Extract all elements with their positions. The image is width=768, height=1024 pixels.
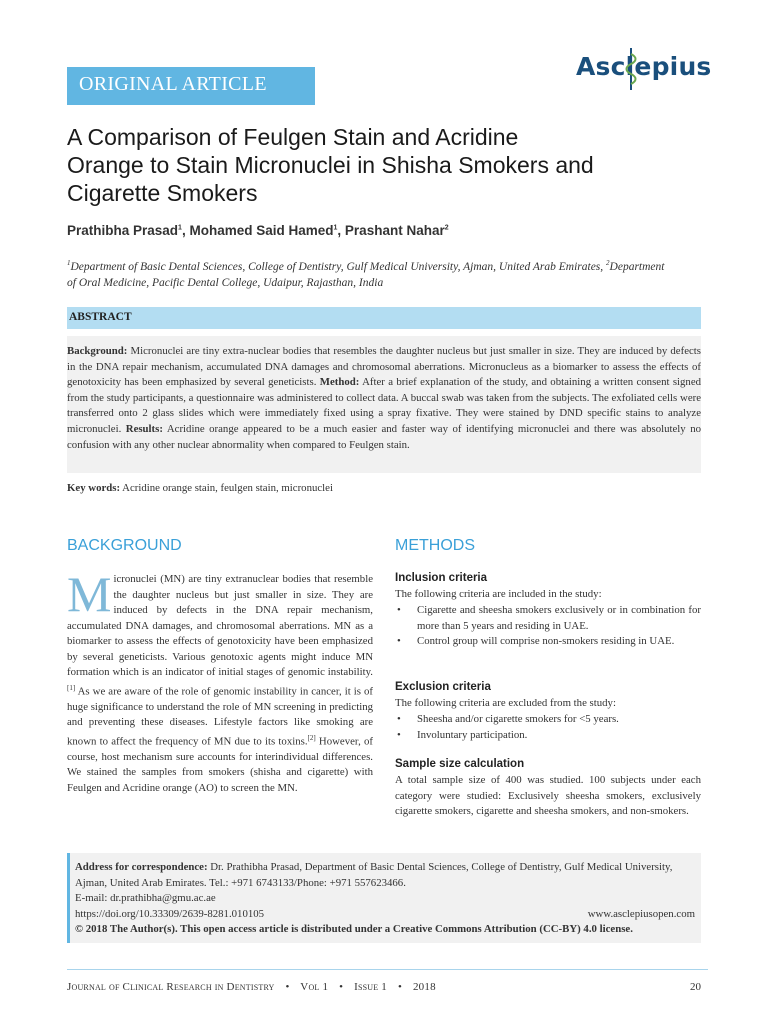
results-text: Acridine orange appeared to be a much easier and faster way of identifying micronuclei and there was absolutely no confusion with any other nuclear abnormality when compared to Feulgen stain.	[67, 422, 701, 451]
background-text-1: icronuclei (MN) are tiny extranuclear bodies that resemble the daughter nucleus but just smaller in size. They are induced by defects in the DNA repair mechanism, accumulated DNA damages, and chromosomal aberrations. MN as a biomarker to assess the effects of genotoxicity have been emphasized by several geneticists. Various genotoxic agents might induce MN formation which is an indicator of initial stages of genomic instability.	[67, 573, 373, 678]
license-text: © 2018 The Author(s). This open access article is distributed under a Creative Commons Attribution (CC-BY) 4.0 license.	[75, 923, 633, 935]
author-affil-sup: 1	[333, 224, 338, 232]
background-paragraph	[67, 566, 374, 796]
correspondence-details: Dr. Prathibha Prasad, Department of Basic Dental Sciences, College of Dentistry, Gulf Medical University, Ajman, United Arab Emirates. Tel.: +971 6743133/Phone: +971 557623466.	[75, 861, 673, 889]
exclusion-intro: The following criteria are excluded from the study:	[395, 697, 616, 709]
drop-cap: M	[67, 566, 112, 622]
exclusion-item: Sheesha and/or cigarette smokers for <5 years.	[417, 713, 619, 725]
doi-link[interactable]: https://doi.org/10.33309/2639-8281.010105	[75, 907, 265, 920]
footer-bullet: •	[285, 981, 290, 993]
background-heading: BACKGROUND	[67, 537, 182, 554]
affil-sup: 1	[67, 259, 71, 267]
footer-divider	[67, 969, 708, 970]
affiliation-2: Department of Oral Medicine, Pacific Dental College, Udaipur, Rajasthan, India	[67, 260, 665, 289]
sample-size-text: A total sample size of 400 was studied. 100 subjects under each category were studied: Exclusively sheesha smokers, exclusively cigarette smokers, cigarette and sheesha smokers, and non-smokers.	[395, 774, 701, 817]
background-text: Micronuclei are tiny extra-nuclear bodies that resembles the daughter nucleus but just smaller in size. They are induced by defects in the DNA repair mechanism, accumulated DNA damages and chromosomal aberrations. Micronucleus as a biomarker to assess the effects of genotoxicity has been emphasized by several geneticists.	[67, 345, 701, 389]
footer-bullet: •	[339, 981, 344, 993]
exclusion-item: Involuntary participation.	[417, 729, 528, 741]
keywords	[67, 482, 701, 494]
footer-bullet: •	[397, 981, 403, 993]
affil-sup: 2	[606, 259, 610, 267]
bullet-mark: •	[397, 713, 401, 725]
year: 2018	[412, 981, 436, 993]
website-link[interactable]: www.asclepiusopen.com	[587, 907, 695, 920]
abstract-heading: ABSTRACT	[69, 311, 132, 323]
results-label: Results:	[125, 422, 163, 435]
exclusion-heading: Exclusion criteria	[395, 681, 491, 693]
keywords-label: Key words:	[67, 482, 121, 494]
title-line: A Comparison of Feulgen Stain and Acridine	[67, 124, 519, 150]
author-affil-sup: 1	[178, 224, 182, 232]
bullet-mark: •	[397, 729, 401, 741]
page-number: 20	[690, 981, 701, 993]
method-label: Method:	[319, 376, 360, 389]
journal-footer	[67, 981, 436, 993]
keywords-text: Acridine orange stain, feulgen stain, micronuclei	[120, 482, 333, 494]
abstract-heading-bar	[67, 307, 701, 329]
journal-name: Journal of Clinical Research in Dentistry	[67, 981, 275, 993]
inclusion-item: Control group will comprise non-smokers residing in UAE.	[417, 635, 675, 647]
author-affil-sup: 2	[444, 224, 449, 232]
article-title	[67, 123, 707, 207]
background-text-2: As we are aware of the role of genomic instability in cancer, it is of huge significance to understand the role of MN screening in predicting and preventing these diseases. Lifestyle factors like smoking are known to affect the frequency of MN due to its toxins.	[67, 685, 373, 748]
inclusion-heading: Inclusion criteria	[395, 572, 488, 584]
correspondence-address	[75, 860, 695, 891]
article-type-label: ORIGINAL ARTICLE	[79, 73, 267, 95]
affiliations	[67, 255, 667, 291]
method-text: After a brief explanation of the study, and obtaining a written consent signed from the study participants, a questionnaire was administered to collect data. A buccal swab was taken from the subjects. The exfoliated cells were transferred onto 2 glass slides which were immediately fixed using a spray fixative. They were stained by DND specific stains to analyze micronuclei.	[67, 376, 702, 435]
author-name: Mohamed Said Hamed	[189, 223, 334, 238]
bullet-mark: •	[397, 635, 401, 647]
author-name: Prashant Nahar	[344, 223, 445, 238]
affiliation-1: Department of Basic Dental Sciences, College of Dentistry, Gulf Medical University, Ajman, United Arab Emirates,	[70, 260, 607, 273]
citation-ref[interactable]: [2]	[307, 733, 316, 742]
background-label: Background:	[67, 345, 128, 357]
issue: Issue 1	[354, 981, 388, 993]
correspondence-email[interactable]: E-mail: dr.prathibha@gmu.ac.ae	[75, 892, 216, 904]
title-line: Cigarette Smokers	[67, 180, 258, 206]
inclusion-intro: The following criteria are included in the study:	[395, 588, 602, 600]
inclusion-item: Cigarette and sheesha smokers exclusively or in combination for more than 5 years and residing in UAE.	[417, 604, 701, 632]
sample-size-heading: Sample size calculation	[395, 758, 525, 770]
abstract-text	[67, 344, 701, 453]
correspondence-text	[75, 860, 695, 938]
author-sep: ,	[337, 223, 345, 238]
author-list	[67, 223, 707, 238]
correspondence-label: Address for correspondence:	[75, 861, 208, 873]
bullet-mark: •	[397, 604, 401, 616]
publisher-logo: Asclepius	[576, 52, 712, 81]
methods-heading: METHODS	[395, 537, 475, 554]
doi-row	[75, 907, 695, 923]
author-name: Prathibha Prasad	[67, 223, 179, 238]
author-sep: ,	[181, 223, 190, 238]
citation-ref[interactable]: [1]	[67, 683, 76, 692]
volume: Vol 1	[300, 981, 329, 993]
title-line: Orange to Stain Micronuclei in Shisha Smokers and	[67, 152, 594, 178]
background-text-3: However, of course, host mechanism sure accounts for interindividual differences. We stained the samples from smokers (shisha and cigarette) with Feulgen and Acridine orange (AO) to screen the MN.	[67, 735, 374, 794]
asclepius-staff-icon	[624, 46, 638, 92]
